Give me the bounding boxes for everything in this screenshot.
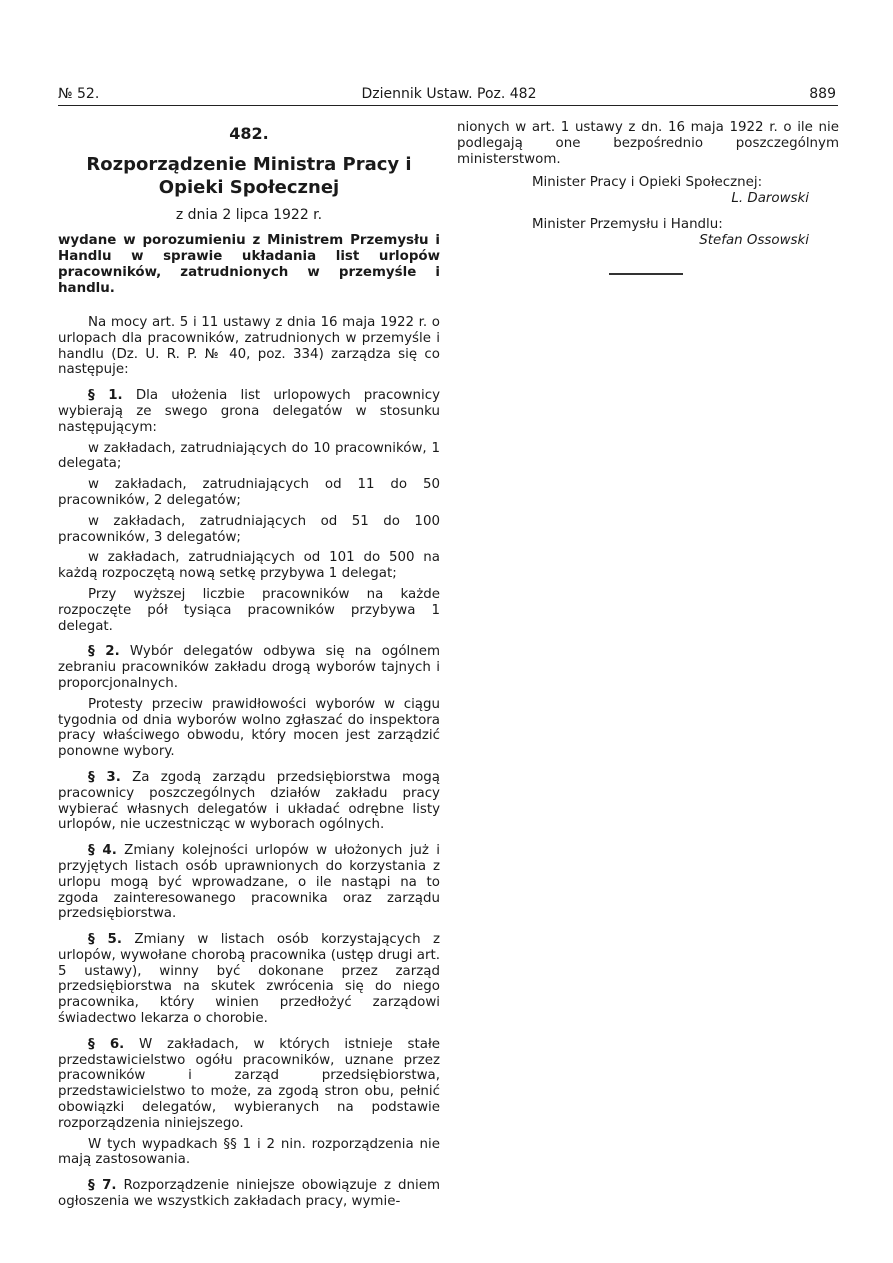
section-2-text: Wybór delegatów odbywa się na ogólnem zebraniu pracowników zakładu drogą wyborów tajnych i proporcjonalnych.: [58, 644, 441, 691]
section-7: [58, 1178, 440, 1210]
regulation-subtitle: wydane w porozumieniu z Ministrem Przemysłu i Handlu w sprawie układania list urlopów pracowników, zatrudnionych w przemyśle i handlu.: [58, 233, 440, 296]
section-2: [58, 644, 440, 691]
signatory-role: Minister Pracy i Opieki Społecznej:: [532, 175, 763, 191]
page-number: 889: [809, 86, 836, 102]
right-column: [457, 120, 839, 275]
section-5-mark: § 5.: [88, 932, 122, 948]
page-header: [58, 86, 840, 106]
section-1-text: Dla ułożenia list urlopowych pracownicy wybierają ze swego grona delegatów w stosunku następującym:: [58, 388, 440, 435]
signatory-name: L. Darowski: [731, 191, 809, 207]
section-1-item: w zakładach, zatrudniających od 11 do 50 pracowników, 2 delegatów;: [58, 477, 440, 508]
section-6-text: W zakładach, w których istnieje stałe przedstawicielstwo ogółu pracowników, uznane przez pracowników i zarząd przedsiębiorstwa, przedstawicielstwo to może, za zgodą stron obu, pełnić obowiązki delegatów, wybieranych na podstawie rozporządzenia niniejszego.: [58, 1036, 441, 1131]
section-4-mark: § 4.: [88, 843, 117, 859]
regulation-title: Rozporządzenie Ministra Pracy i Opieki Społecznej: [86, 154, 412, 198]
section-7-continuation: nionych w art. 1 ustawy z dn. 16 maja 1922 r. o ile nie podlegają one bezpośrednio poszczególnym ministerstwom.: [457, 120, 839, 167]
intro-paragraph: Na mocy art. 5 i 11 ustawy z dnia 16 maja 1922 r. o urlopach dla pracowników, zatrudnionych w przemyśle i handlu (Dz. U. R. P. № 40, poz. 334) zarządza się co następuje:: [58, 315, 440, 378]
section-4: [58, 843, 440, 922]
left-column: [58, 120, 440, 1215]
section-1-item: w zakładach, zatrudniających od 101 do 500 na każdą rozpoczętą nową setkę przybywa 1 delegat;: [58, 550, 440, 582]
section-3: [58, 770, 440, 833]
section-4-text: Zmiany kolejności urlopów w ułożonych już i przyjętych listach osób uprawnionych do korzystania z urlopu mogą być wprowadzane, o ile nastąpi na to zgoda zainteresowanego pracownika oraz zarządu przedsiębiorstwa.: [58, 843, 440, 922]
closing-rule: [609, 273, 683, 275]
section-1-mark: § 1.: [88, 388, 123, 404]
header-rule: [58, 105, 838, 106]
section-3-mark: § 3.: [88, 769, 121, 785]
signature-block: [457, 175, 839, 249]
section-6-mark: § 6.: [88, 1036, 125, 1052]
section-5: [58, 932, 440, 1027]
section-5-text: Zmiany w listach osób korzystających z urlopów, wywołane chorobą pracownika (ustęp drugi art. 5 ustawy), winny być dokonane przez zarząd przedsiębiorstwa na skutek zwrócenia się do niego pracownika, który winien przedłożyć zarządowi świadectwo lekarza o chorobie.: [58, 932, 440, 1027]
position-number: 482.: [229, 124, 269, 143]
section-6: [58, 1037, 440, 1132]
section-1: [58, 388, 440, 435]
section-1-item: Przy wyższej liczbie pracowników na każde rozpoczęte pół tysiąca pracowników przybywa 1 delegat.: [58, 586, 440, 634]
issue-number: № 52.: [58, 86, 100, 102]
section-7-text: Rozporządzenie niniejsze obowiązuje z dniem ogłoszenia we wszystkich zakładach pracy, wymie-: [58, 1178, 440, 1210]
section-2-mark: § 2.: [88, 644, 120, 660]
section-7-mark: § 7.: [88, 1178, 117, 1194]
section-3-text: Za zgodą zarządu przedsiębiorstwa mogą pracownicy poszczególnych działów zakładu pracy wybierać własnych delegatów i układać odrębne listy urlopów, nie uczestnicząc w wyborach ogólnych.: [58, 769, 441, 833]
regulation-date: z dnia 2 lipca 1922 r.: [175, 207, 323, 223]
section-6-text2: W tych wypadkach §§ 1 i 2 nin. rozporządzenia nie mają zastosowania.: [58, 1136, 440, 1168]
section-2-text2: Protesty przeciw prawidłowości wyborów w ciągu tygodnia od dnia wyborów wolno zgłaszać do inspektora pracy właściwego obwodu, który mocen jest zarządzić ponowne wybory.: [58, 696, 440, 760]
journal-title: Dziennik Ustaw. Poz. 482: [361, 86, 537, 102]
signatory-role: Minister Przemysłu i Handlu:: [532, 217, 723, 233]
section-1-item: w zakładach, zatrudniających od 51 do 100 pracowników, 3 delegatów;: [58, 513, 440, 545]
signatory-name: Stefan Ossowski: [699, 233, 809, 249]
section-1-item: w zakładach, zatrudniających do 10 pracowników, 1 delegata;: [58, 440, 440, 472]
